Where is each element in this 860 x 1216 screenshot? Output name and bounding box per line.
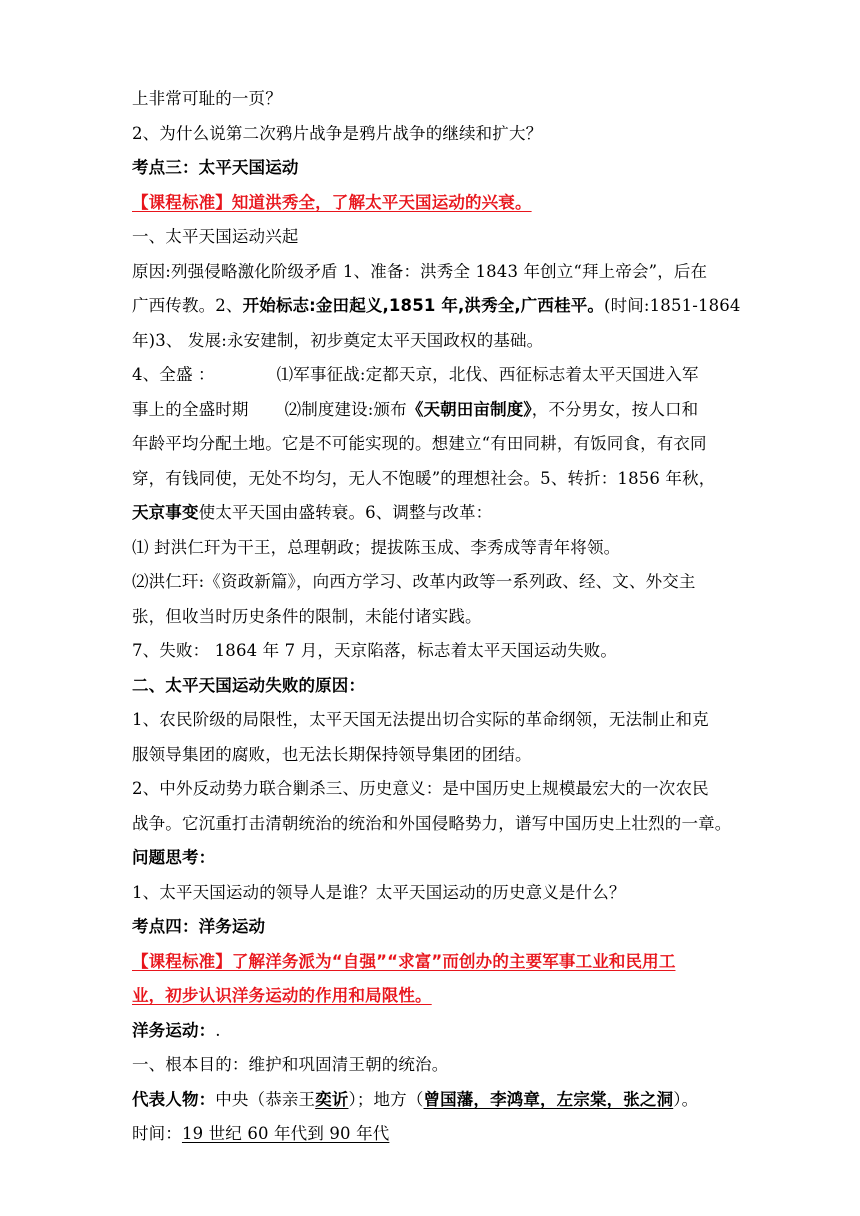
question-2: 2、为什么说第二次鸦片战争是鸦片战争的继续和扩大？	[132, 123, 543, 143]
text-line: 1、太平天国运动的领导人是谁？太平天国运动的历史意义是什么？	[132, 882, 626, 902]
text-span: 使太平天国由盛转衰。6、调整与改革：	[198, 503, 493, 522]
text-line: 战争。它沉重打击清朝统治的统治和外国侵略势力，谱写中国历史上壮烈的一章。	[132, 813, 732, 833]
text-line: 一、根本目的：维护和巩固清王朝的统治。	[132, 1055, 449, 1074]
text-line: 年龄平均分配土地。它是不可能实现的。想建立“有田同耕，有饭同食，有衣同	[132, 434, 707, 453]
text-line	[132, 393, 732, 428]
start-marker-text: 开始标志:金田起义,1851 年,洪秀全,广西桂平。	[242, 296, 605, 315]
bold-names: 曾国藩，李鸿章，左宗棠，张之洞	[423, 1089, 674, 1109]
section-heading-4: 考点四：洋务运动	[132, 917, 266, 936]
question-heading: 问题思考：	[132, 848, 216, 867]
text-line: 7、失败： 1864 年 7 月，天京陷落，标志着太平天国运动失败。	[132, 641, 618, 660]
curriculum-standard-4: 【课程标准】了解洋务派为“自强”“求富”而创办的主要军事工业和民用工	[132, 951, 676, 971]
text-line	[132, 1083, 732, 1118]
text-span: 广西传教。2、	[132, 296, 243, 315]
text-line: 原因:列强侵略激化阶级矛盾 1、准备：洪秀全 1843 年创立“拜上帝会”，后在	[132, 261, 708, 281]
bold-term: 天京事变	[132, 503, 199, 522]
text-line: 1、农民阶级的局限性，太平天国无法提出切合实际的革命纲领，无法制止和克	[132, 710, 709, 729]
bold-label: 洋务运动：	[132, 1020, 216, 1040]
text-line	[132, 358, 732, 393]
curriculum-standard-4-cont: 业，初步认识洋务运动的作用和局限性。	[132, 986, 432, 1005]
document-page	[132, 82, 741, 1152]
subheading-reasons: 二、太平天国运动失败的原因：	[132, 675, 366, 695]
text-span: ⑵制度建设:颁布	[284, 399, 407, 419]
text-line: 2、中外反动势力联合剿杀三、历史意义：是中国历史上规模最宏大的一次农民	[132, 779, 709, 798]
text-line: ⑵洪仁玕:《资政新篇》，向西方学习、改革内政等一系列政、经、文、外交主	[132, 572, 696, 591]
text-span: 4、全盛 ：	[132, 365, 215, 384]
text-line	[132, 496, 732, 531]
curriculum-standard-3: 【课程标准】知道洪秀全，了解太平天国运动的兴衰。	[132, 192, 532, 212]
text-span: 事上的全盛时期	[132, 399, 249, 419]
text-line: 上非常可耻的一页？	[132, 89, 282, 108]
text-span: ）。	[673, 1089, 699, 1109]
text-line: ⑴ 封洪仁玕为干王，总理朝政；提拔陈玉成、李秀成等青年将领。	[132, 537, 621, 557]
text-line: 张，但收当时历史条件的限制，未能付诸实践。	[132, 606, 482, 626]
text-line	[132, 289, 741, 324]
text-span: ⑴军事征战:定都天京，北伐、西征标志着太平天国进入军	[276, 365, 699, 384]
text-span: 时间：	[132, 1124, 182, 1143]
text-line: 服领导集团的腐败，也无法长期保持领导集团的团结。	[132, 744, 532, 764]
bold-name: 奕䜣	[315, 1089, 349, 1109]
text-span: .	[215, 1020, 221, 1040]
text-span: ）；地方（	[348, 1089, 424, 1109]
section-heading-3: 考点三：太平天国运动	[132, 158, 299, 177]
text-line	[132, 1014, 732, 1049]
text-span: (时间:1851-1864	[604, 296, 741, 315]
text-line	[132, 1117, 732, 1152]
text-line: 穿，有钱同使，无处不均匀，无人不饱暖”的理想社会。5、转折：1856 年秋，	[132, 468, 716, 488]
bold-title: 《天朝田亩制度》	[406, 399, 532, 419]
text-span: 中央（恭亲王	[215, 1089, 316, 1109]
subheading-rise: 一、太平天国运动兴起	[132, 227, 299, 246]
text-line: 年)3、 发展:永安建制，初步奠定太平天国政权的基础。	[132, 330, 544, 350]
text-span: ，不分男女，按人口和	[531, 399, 699, 419]
underlined-time: 19 世纪 60 年代到 90 年代	[181, 1124, 390, 1143]
bold-label: 代表人物：	[132, 1089, 216, 1109]
